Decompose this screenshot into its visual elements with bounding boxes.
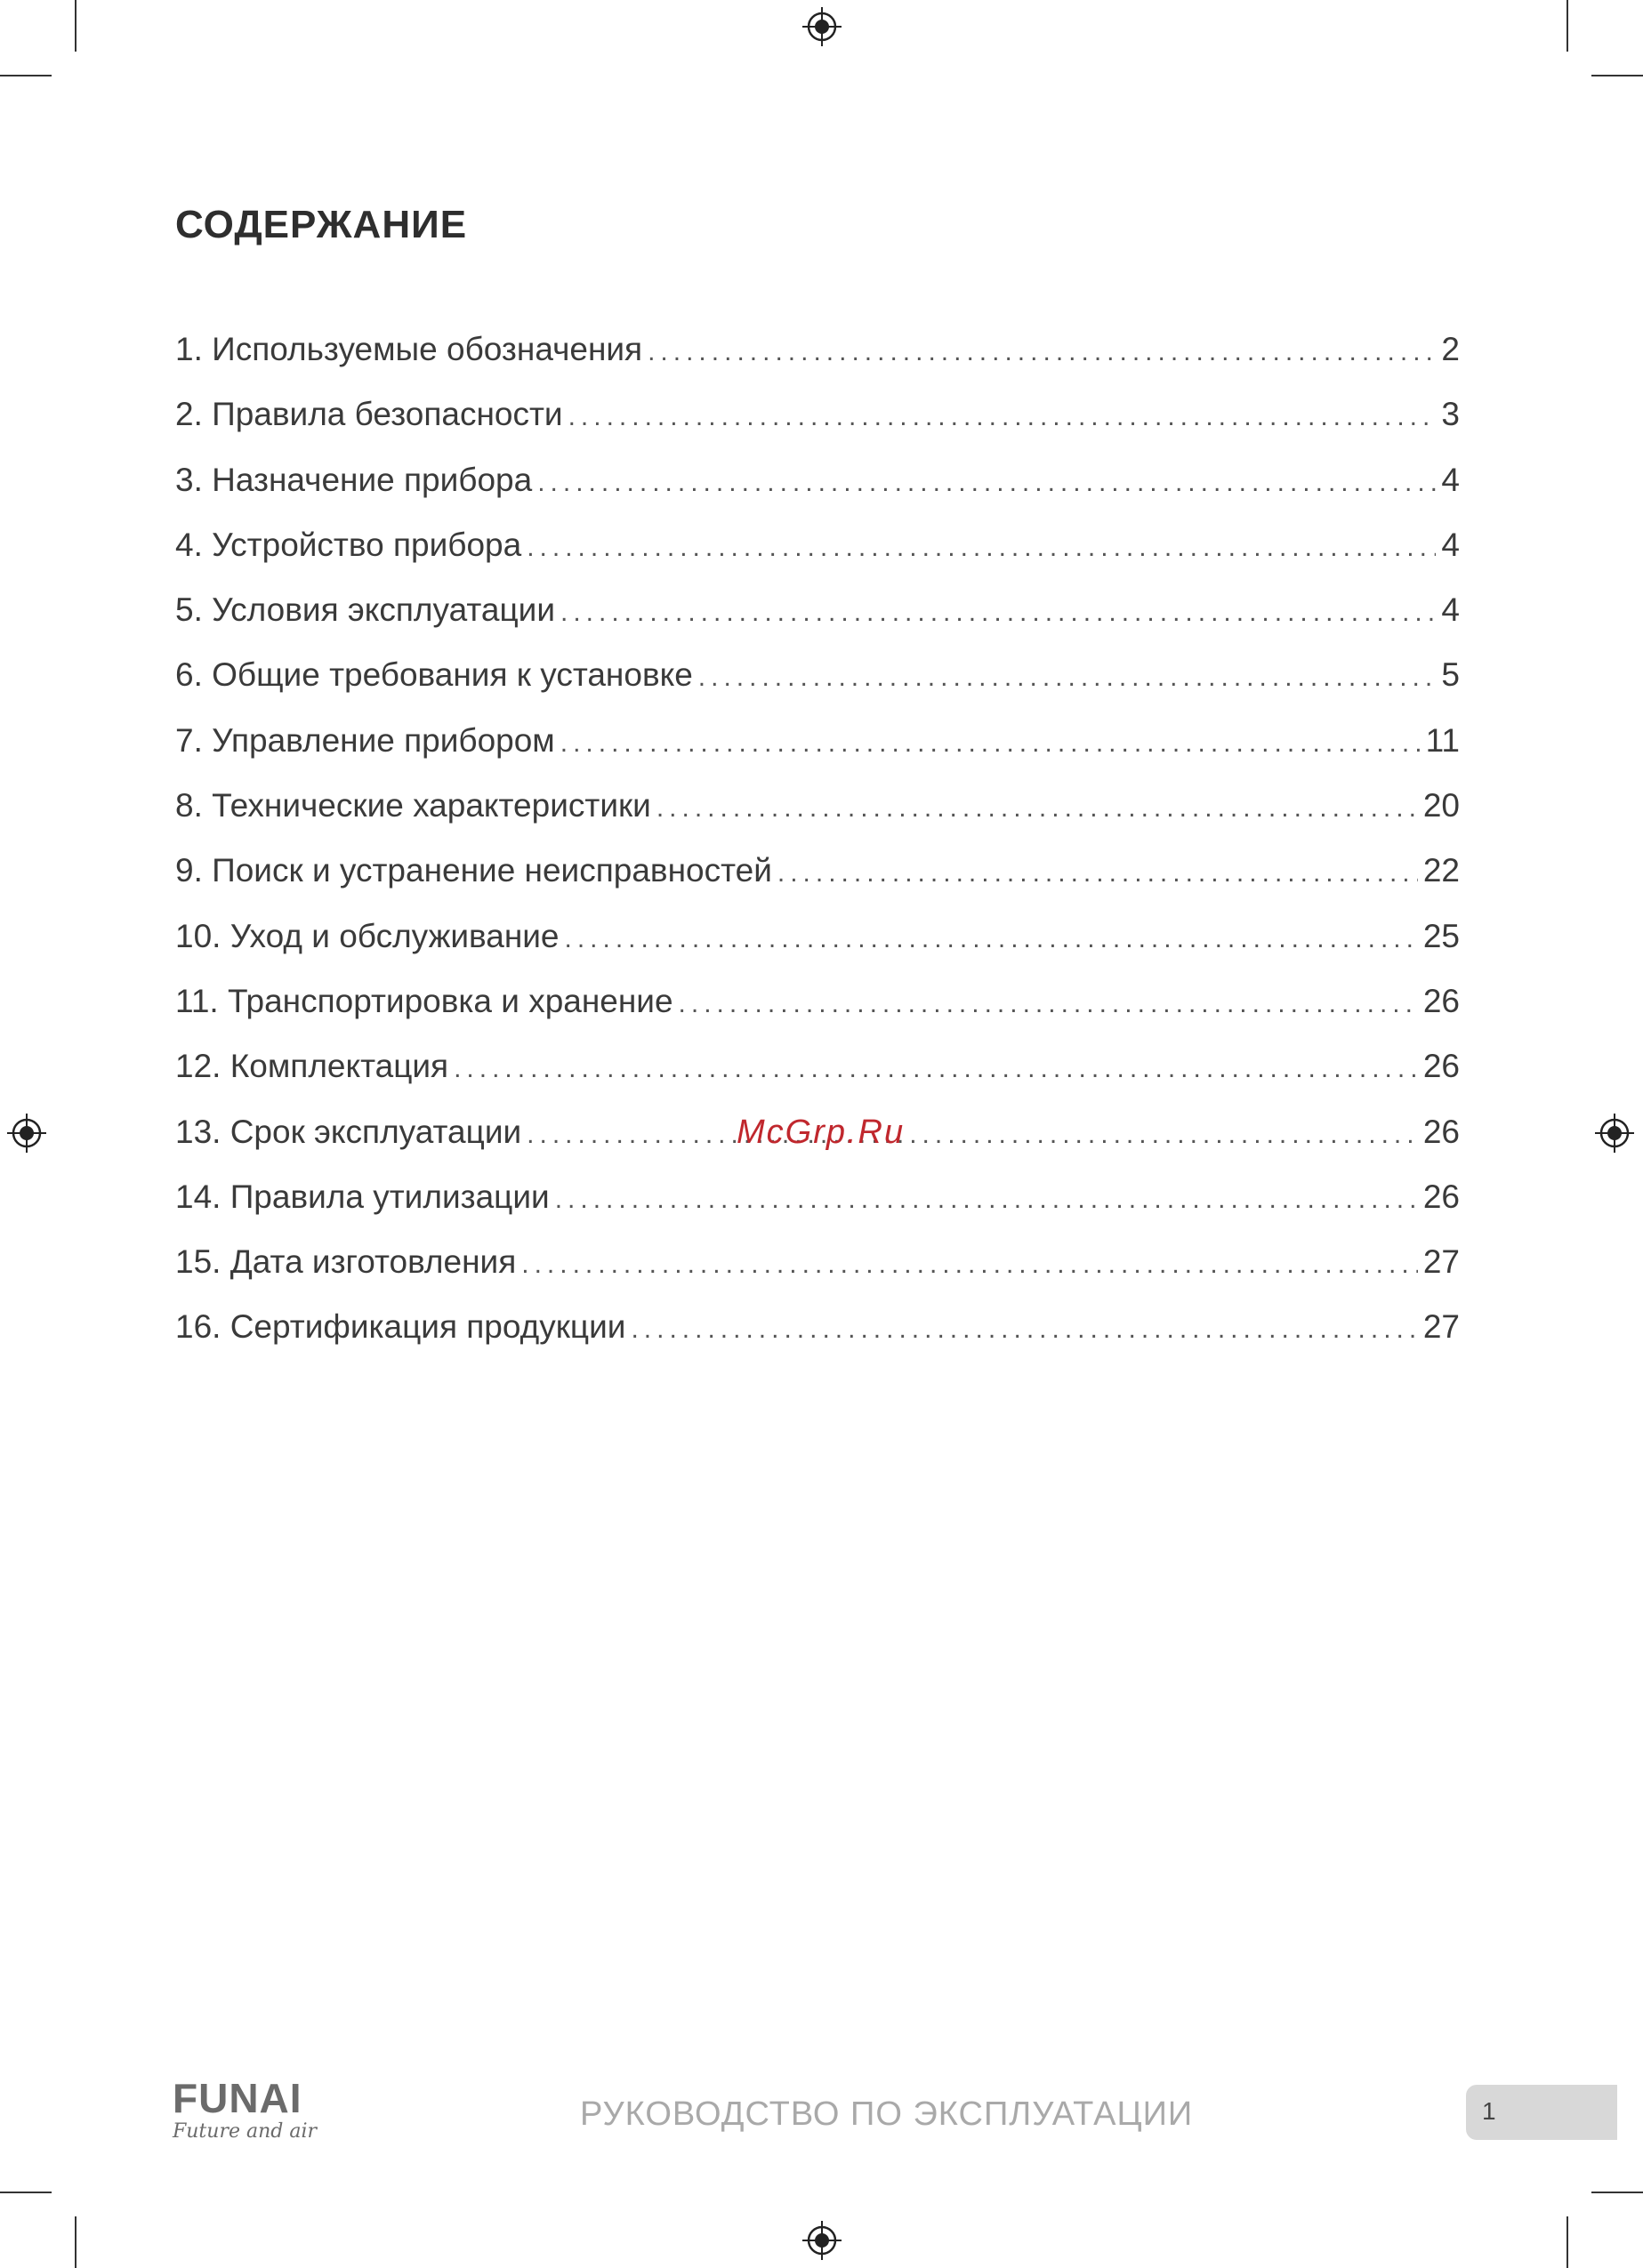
crop-mark-icon [0, 75, 52, 76]
toc-item-page: 4 [1441, 461, 1460, 498]
toc-item[interactable] [175, 1243, 1460, 1308]
toc-item[interactable] [175, 1308, 1460, 1373]
toc-item[interactable] [175, 722, 1460, 787]
crop-mark-icon [75, 0, 77, 52]
toc-leader [537, 468, 1436, 498]
crop-mark-icon [0, 2192, 52, 2193]
toc-leader [560, 598, 1436, 628]
toc-leader [527, 1120, 1418, 1150]
toc-item-page: 26 [1422, 1178, 1460, 1215]
toc-item[interactable] [175, 591, 1460, 656]
toc-item[interactable] [175, 852, 1460, 917]
table-of-contents [175, 331, 1460, 1374]
toc-item-page: 4 [1441, 591, 1460, 629]
toc-item-label: 2. Правила безопасности [175, 396, 563, 433]
toc-leader [560, 728, 1421, 759]
brand-name: FUNAI [173, 2075, 302, 2121]
toc-item-label: 8. Технические характеристики [175, 787, 651, 824]
toc-leader [777, 858, 1418, 889]
brand-logo [173, 2075, 318, 2143]
toc-item-page: 20 [1422, 787, 1460, 824]
toc-item-label: 15. Дата изготовления [175, 1243, 517, 1281]
toc-leader [631, 1315, 1417, 1345]
page-number-tab [1466, 2085, 1617, 2140]
footer-manual-title: РУКОВОДСТВО ПО ЭКСПЛУАТАЦИИ [580, 2095, 1194, 2133]
toc-item-label: 13. Срок эксплуатации [175, 1113, 522, 1150]
toc-leader [698, 663, 1437, 693]
toc-item-label: 6. Общие требования к установке [175, 656, 693, 694]
toc-item-page: 27 [1422, 1308, 1460, 1346]
toc-leader [565, 924, 1418, 954]
toc-item[interactable] [175, 918, 1460, 983]
toc-item-page: 27 [1422, 1243, 1460, 1281]
toc-item-page: 26 [1422, 982, 1460, 1019]
crop-mark-icon [1591, 2192, 1643, 2193]
toc-item-page: 3 [1441, 396, 1460, 433]
toc-leader [679, 989, 1418, 1019]
toc-item-label: 12. Комплектация [175, 1048, 449, 1085]
crop-mark-icon [75, 2216, 77, 2268]
toc-item[interactable] [175, 462, 1460, 527]
toc-leader [521, 1250, 1418, 1280]
toc-item-label: 7. Управление прибором [175, 721, 555, 759]
brand-slogan: Future and air [173, 2120, 318, 2143]
toc-item[interactable] [175, 527, 1460, 591]
registration-mark-icon [802, 2221, 842, 2260]
toc-item-label: 14. Правила утилизации [175, 1178, 550, 1215]
toc-item-label: 1. Используемые обозначения [175, 331, 643, 367]
toc-item-page: 25 [1422, 917, 1460, 954]
toc-item-label: 11. Транспортировка и хранение [175, 982, 673, 1019]
toc-item-page: 26 [1422, 1048, 1460, 1085]
toc-leader [555, 1185, 1418, 1215]
toc-leader [648, 337, 1436, 367]
toc-item-label: 5. Условия эксплуатации [175, 591, 555, 629]
toc-item-page: 22 [1422, 852, 1460, 889]
toc-item-page: 11 [1425, 721, 1460, 759]
toc-item[interactable] [175, 656, 1460, 721]
toc-item-label: 3. Назначение прибора [175, 461, 533, 498]
toc-item-page: 5 [1441, 656, 1460, 694]
toc-item-page: 2 [1441, 331, 1460, 367]
registration-mark-icon [802, 7, 842, 46]
toc-item-page: 4 [1441, 526, 1460, 563]
toc-item[interactable] [175, 983, 1460, 1048]
registration-mark-icon [7, 1114, 46, 1153]
page-title: СОДЕРЖАНИЕ [175, 203, 468, 246]
toc-leader [568, 402, 1437, 432]
toc-item-label: 10. Уход и обслуживание [175, 917, 560, 954]
crop-mark-icon [1566, 0, 1568, 52]
toc-item-page: 26 [1422, 1113, 1460, 1150]
crop-mark-icon [1566, 2216, 1568, 2268]
watermark: McGrp.Ru [737, 1114, 906, 1151]
toc-leader [527, 533, 1436, 563]
toc-item[interactable] [175, 787, 1460, 852]
toc-leader [454, 1054, 1418, 1084]
toc-item[interactable] [175, 1178, 1460, 1243]
toc-leader [656, 793, 1418, 824]
toc-item[interactable] [175, 1048, 1460, 1113]
toc-item-label: 4. Устройство прибора [175, 526, 522, 563]
registration-mark-icon [1595, 1114, 1634, 1153]
toc-item[interactable] [175, 396, 1460, 461]
crop-mark-icon [1591, 75, 1643, 76]
toc-item-label: 16. Сертификация продукции [175, 1308, 626, 1346]
page-number: 1 [1482, 2097, 1496, 2125]
toc-item-label: 9. Поиск и устранение неисправностей [175, 852, 772, 889]
toc-item[interactable] [175, 331, 1460, 396]
